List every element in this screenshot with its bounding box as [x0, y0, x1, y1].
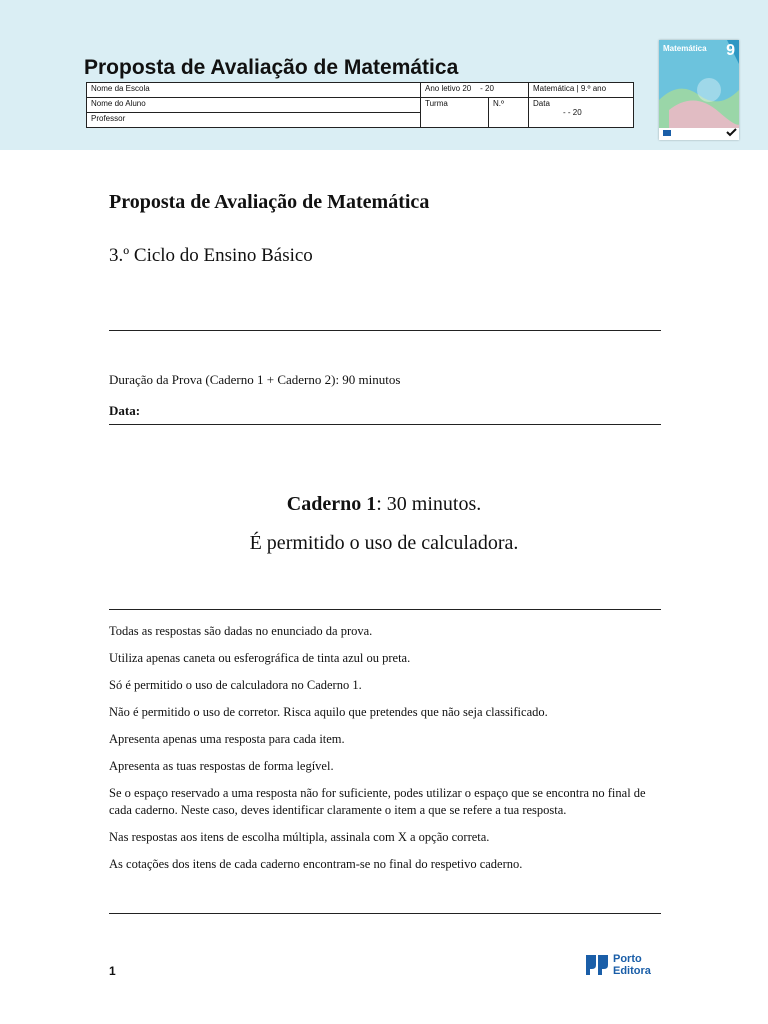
instruction-item: As cotações dos itens de cada caderno encontram-se no final do respetivo caderno. [109, 857, 523, 871]
cover-title: Matemática [663, 44, 707, 53]
instruction-item: Se o espaço reservado a uma resposta não for suficiente, podes utilizar o espaço que se encontra no final de cada caderno. Neste caso, deves identificar claramente o item a que se refere a tua resposta. [109, 786, 646, 817]
subject-cell: Matemática | 9.º ano [529, 83, 634, 98]
divider [109, 330, 661, 331]
header-title: Proposta de Avaliação de Matemática [84, 56, 459, 79]
divider [109, 609, 661, 610]
divider [109, 424, 661, 425]
publisher-logo-icon [585, 953, 611, 977]
instruction-item: Não é permitido o uso de corretor. Risca aquilo que pretendes que não seja classificado. [109, 705, 548, 719]
school-year-cell: Ano letivo 20 - 20 [421, 83, 529, 98]
instruction-item: Nas respostas aos itens de escolha múltipla, assinala com X a opção correta. [109, 830, 490, 844]
number-cell: N.º [489, 98, 529, 128]
instruction-item: Todas as respostas são dadas no enunciado da prova. [109, 624, 373, 638]
instruction-item: Só é permitido o uso de calculadora no Caderno 1. [109, 678, 362, 692]
instructions-list [109, 623, 661, 883]
header-band [0, 0, 768, 150]
student-name-cell: Nome do Aluno [87, 98, 421, 113]
instruction-item: Apresenta apenas uma resposta para cada item. [109, 732, 345, 746]
date-label: Data: [109, 403, 141, 418]
textbook-cover-image [659, 40, 739, 140]
calculator-note: É permitido o uso de calculadora. [249, 532, 519, 554]
page-number: 1 [109, 964, 116, 978]
student-info-table [86, 82, 634, 128]
logo-line2: Editora [613, 965, 651, 977]
instruction-item: Utiliza apenas caneta ou esferográfica de tinta azul ou preta. [109, 651, 411, 665]
exam-duration: Duração da Prova (Caderno 1 + Caderno 2): 90 minutos [109, 372, 401, 387]
teacher-cell: Professor [87, 113, 421, 128]
porto-editora-logo [585, 953, 665, 981]
logo-line1: Porto [613, 953, 642, 965]
divider [109, 913, 661, 914]
school-name-cell: Nome da Escola [87, 83, 421, 98]
cover-grade: 9 [726, 42, 735, 59]
document-title: Proposta de Avaliação de Matemática [109, 191, 430, 213]
date-cell: Data - - 20 [529, 98, 634, 128]
caderno-heading: Caderno 1: 30 minutos. [286, 493, 482, 515]
instruction-item: Apresenta as tuas respostas de forma legível. [109, 759, 334, 773]
document-subtitle: 3.º Ciclo do Ensino Básico [109, 245, 313, 266]
class-cell: Turma [421, 98, 489, 128]
